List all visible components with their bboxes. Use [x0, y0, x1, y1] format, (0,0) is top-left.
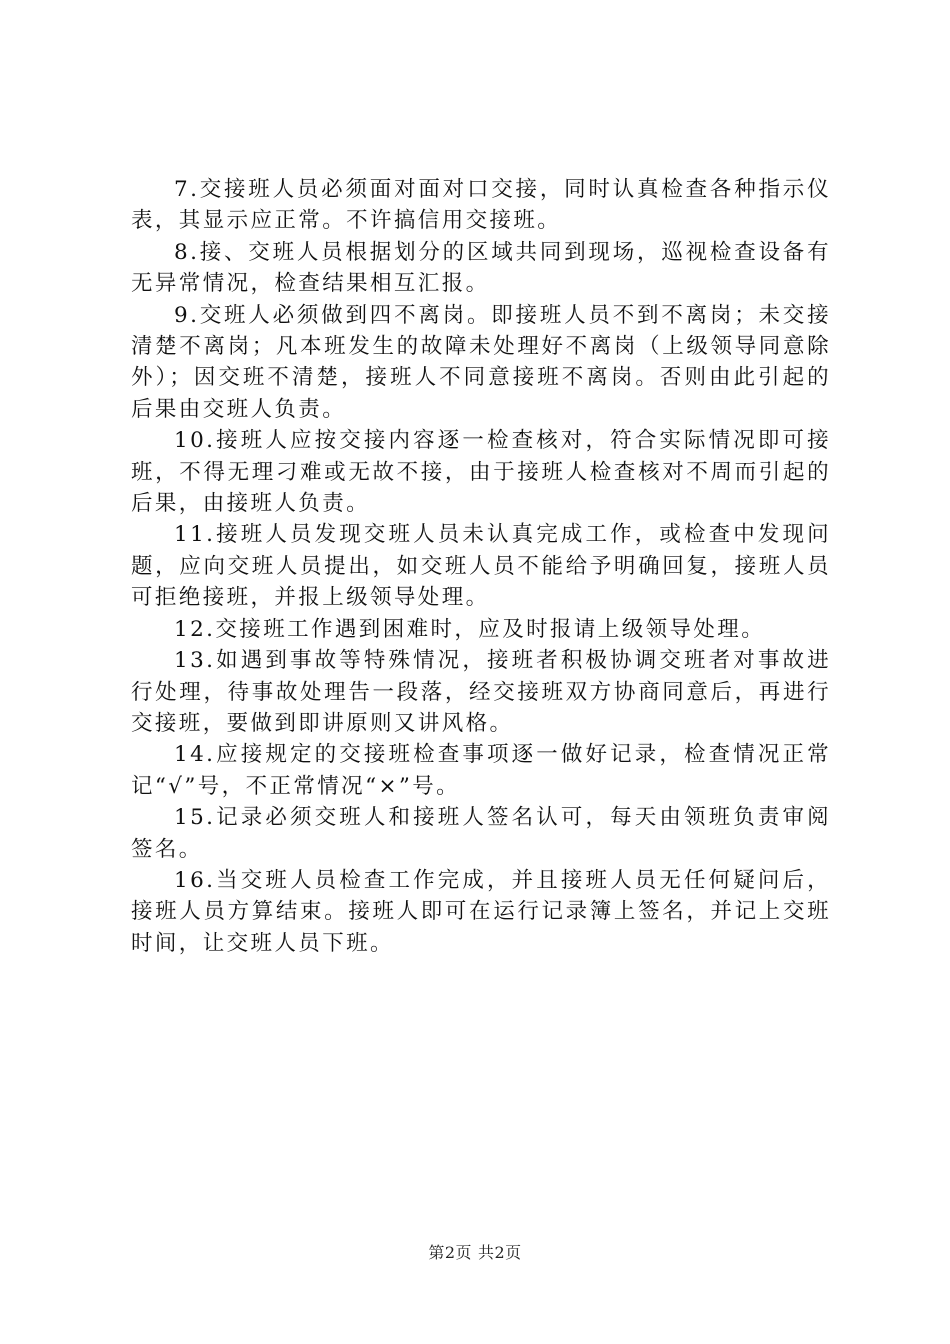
- page-footer: [0, 1243, 950, 1263]
- page-total: 共2页: [478, 1243, 522, 1262]
- paragraph-15: 15.记录必须交班人和接班人签名认可，每天由领班负责审阅签名。: [131, 805, 831, 862]
- document-body: [131, 174, 831, 959]
- paragraph-14: 14.应接规定的交接班检查事项逐一做好记录，检查情况正常记“√”号，不正常情况“×”号。: [131, 742, 831, 799]
- paragraph-12: 12.交接班工作遇到困难时，应及时报请上级领导处理。: [174, 616, 766, 642]
- paragraph-16: 16.当交班人员检查工作完成，并且接班人员无任何疑问后，接班人员方算结束。接班人即可在运行记录簿上签名，并记上交班时间，让交班人员下班。: [131, 867, 831, 956]
- paragraph-9: 9.交班人必须做到四不离岗。即接班人员不到不离岗；未交接清楚不离岗；凡本班发生的故障未处理好不离岗（上级领导同意除外）；因交班不清楚，接班人不同意接班不离岗。否则由此引起的后果由交班人负责。: [131, 302, 831, 422]
- paragraph-11: 11.接班人员发现交班人员未认真完成工作，或检查中发现问题，应向交班人员提出，如交班人员不能给予明确回复，接班人员可拒绝接班，并报上级领导处理。: [131, 522, 831, 611]
- paragraph-7: 7.交接班人员必须面对面对口交接，同时认真检查各种指示仪表，其显示应正常。不许搞信用交接班。: [131, 177, 831, 234]
- paragraph-10: 10.接班人应按交接内容逐一检查核对，符合实际情况即可接班，不得无理刁难或无故不接，由于接班人检查核对不周而引起的后果，由接班人负责。: [131, 428, 831, 517]
- page-number: 第2页: [428, 1243, 472, 1262]
- paragraph-8: 8.接、交班人员根据划分的区域共同到现场，巡视检查设备有无异常情况，检查结果相互汇报。: [131, 239, 831, 297]
- paragraph-13: 13.如遇到事故等特殊情况，接班者积极协调交班者对事故进行处理，待事故处理告一段落，经交接班双方协商同意后，再进行交接班，要做到即讲原则又讲风格。: [131, 648, 831, 736]
